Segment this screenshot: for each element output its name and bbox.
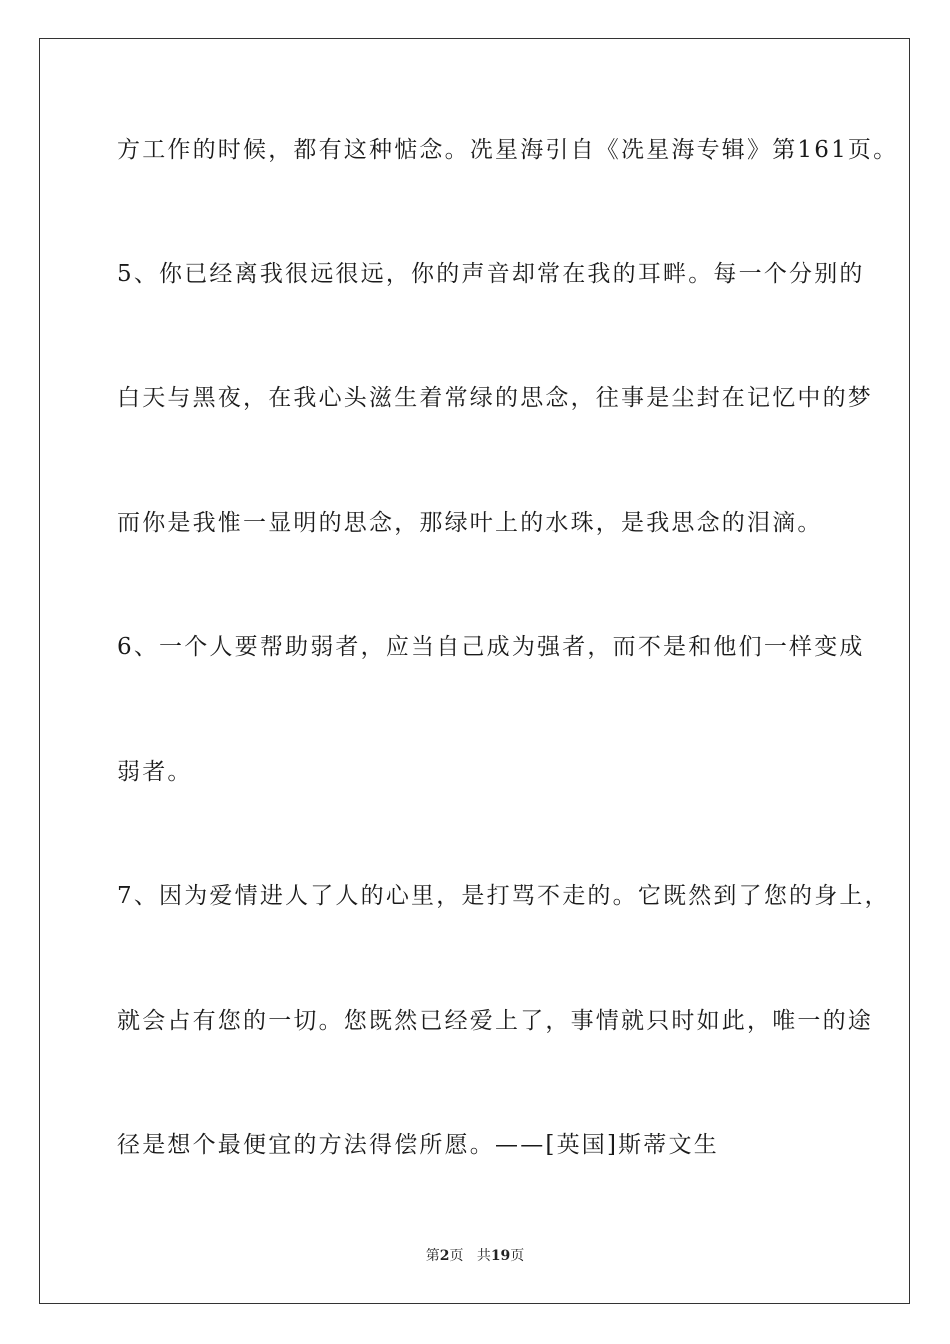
text-line: 6、一个人要帮助弱者，应当自己成为强者，而不是和他们一样变成 <box>117 634 865 660</box>
page-footer <box>0 1247 950 1265</box>
text-line: 径是想个最便宜的方法得偿所愿。——[英国]斯蒂文生 <box>117 1132 719 1158</box>
text-line: 白天与黑夜，在我心头滋生着常绿的思念，往事是尘封在记忆中的梦 <box>117 385 873 411</box>
total-prefix: 共 <box>476 1248 491 1264</box>
text-line: 方工作的时候，都有这种惦念。冼星海引自《冼星海专辑》第161页。 <box>117 137 899 163</box>
page-suffix: 页 <box>449 1248 464 1264</box>
page-border <box>39 38 910 1304</box>
text-line: 就会占有您的一切。您既然已经爱上了，事情就只时如此，唯一的途 <box>117 1008 873 1034</box>
page-prefix: 第 <box>425 1248 440 1264</box>
page-number: 2 <box>439 1248 450 1264</box>
text-line: 5、你已经离我很远很远，你的声音却常在我的耳畔。每一个分别的 <box>117 261 865 287</box>
text-line: 弱者。 <box>117 759 193 785</box>
total-pages: 19 <box>490 1248 511 1264</box>
total-suffix: 页 <box>510 1248 525 1264</box>
text-line: 而你是我惟一显明的思念，那绿叶上的水珠，是我思念的泪滴。 <box>117 510 823 536</box>
text-line: 7、因为爱情进人了人的心里，是打骂不走的。它既然到了您的身上， <box>117 883 890 909</box>
